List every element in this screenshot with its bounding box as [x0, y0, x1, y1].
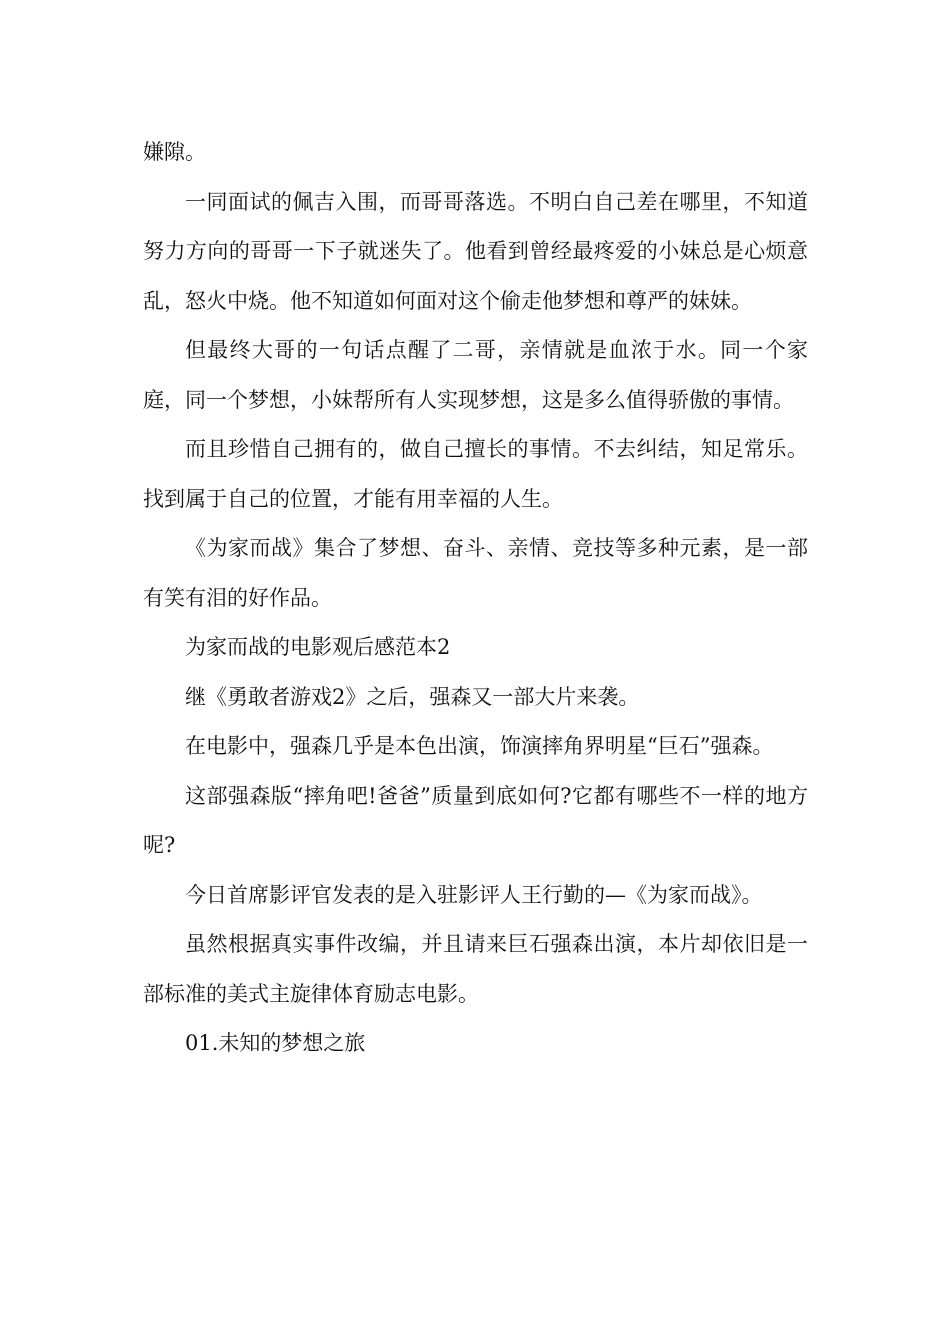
document-body [143, 128, 808, 1069]
paragraph: 而且珍惜自己拥有的，做自己擅长的事情。不去纠结，知足常乐。找到属于自己的位置，才能有用幸福的人生。 [143, 437, 808, 511]
paragraph: 在电影中，强森几乎是本色出演，饰演摔角界明星“巨石”强森。 [185, 734, 774, 758]
paragraph: 继《勇敢者游戏2》之后，强森又一部大片来袭。 [185, 684, 640, 709]
paragraph: 嫌隙。 [143, 140, 206, 164]
paragraph: 这部强森版“摔角吧!爸爸”质量到底如何?它都有哪些不一样的地方呢? [143, 783, 808, 857]
paragraph: 今日首席影评官发表的是入驻影评人王行勤的—《为家而战》。 [185, 882, 763, 907]
paragraph: 《为家而战》集合了梦想、奋斗、亲情、竞技等多种元素，是一部有笑有泪的好作品。 [143, 536, 808, 610]
section-heading: 01.未知的梦想之旅 [185, 1031, 366, 1055]
paragraph: 一同面试的佩吉入围，而哥哥落选。不明白自己差在哪里，不知道努力方向的哥哥一下子就迷失了。他看到曾经最疼爱的小妹总是心烦意乱，怒火中烧。他不知道如何面对这个偷走他梦想和尊严的妹妹。 [143, 189, 808, 313]
paragraph: 虽然根据真实事件改编，并且请来巨石强森出演，本片却依旧是一部标准的美式主旋律体育励志电影。 [143, 932, 808, 1006]
section-heading: 为家而战的电影观后感范本2 [185, 635, 451, 659]
paragraph: 但最终大哥的一句话点醒了二哥，亲情就是血浓于水。同一个家庭，同一个梦想，小妹帮所有人实现梦想，这是多么值得骄傲的事情。 [143, 338, 808, 412]
